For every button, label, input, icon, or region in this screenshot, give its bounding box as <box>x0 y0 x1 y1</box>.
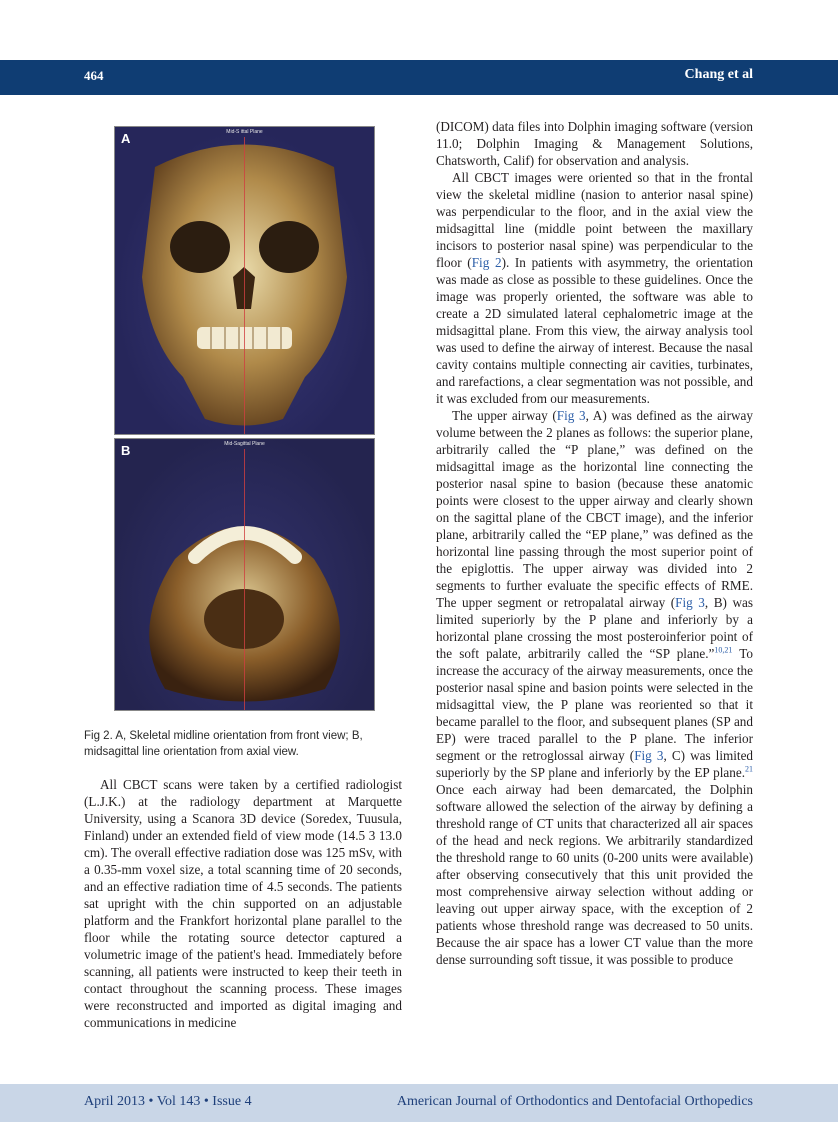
figure-panel-a <box>114 126 375 435</box>
panel-b-letter: B <box>121 443 131 458</box>
skull-frontal-image <box>115 127 374 434</box>
footer-journal: American Journal of Orthodontics and Dentofacial Orthopedics <box>396 1094 753 1109</box>
figure-panel-b <box>114 438 375 711</box>
skull-axial-image <box>115 439 374 710</box>
paragraph: The upper airway (Fig 3, A) was defined as the airway volume between the 2 planes as follows: the superior plane, arbitrarily called the “P plane,” was defined on the midsagittal image as the horizontal line connecting the posterior nasal spine to basion (because these anatomic points were closest to the upper airway and clearly shown on the sagittal plane of the CBCT image), and the inferior plane, arbitrarily called the “EP plane,” was defined as the horizontal line passing through the most superior point of the epiglottis. The upper airway was divided into 2 segments to further evaluate the specific effects of RME. The upper segment or retropalatal airway (Fig 3, B) was limited superiorly by the P plane and inferiorly by a horizontal plane crossing the most posteroinferior point of the soft palate, arbitrarily called the “SP plane.”$^{10,21}$ To increase the accuracy of the airway measurements, once the posterior nasal spine and basion points were selected in the midsagittal view, the P plane was reoriented so that it became parallel to the floor, and subsequent planes (SP and EP) were traced parallel to the P plane. The inferior segment or the retroglossal airway (Fig 3, C) was limited superiorly by the SP plane and inferiorly by the EP plane.$^{21}$ Once each airway had been demarcated, the Dolphin software allowed the selection of the airway by defining a threshold range of CT units that characterized all air spaces of the head and neck regions. We arbitrarily standardized the threshold range to 60 units (0-200 units were available) after observing consecutively that this unit provided the most comprehensive airway selection without adding or leaving out upper airway space, with the exception of 2 patients whose threshold range was decreased to 50 units. Because the air space has a lower CT value than the more dense surrounding soft tissue, it was possible to produce <box>436 408 754 967</box>
footer-issue: April 2013 • Vol 143 • Issue 4 <box>84 1094 252 1109</box>
figure-caption: Fig 2. A, Skeletal midline orientation from front view; B, midsagittal line orientation from axial view. <box>84 730 363 758</box>
footer-bar <box>0 1084 838 1122</box>
figure-reference-link[interactable]: Fig 3 <box>675 595 705 610</box>
running-head: Chang et al <box>684 67 753 82</box>
figure-reference-link[interactable]: Fig 3 <box>556 408 586 423</box>
panel-b-plane-label: Mid-Sagittal Plane <box>224 441 265 447</box>
page-number: 464 <box>84 68 104 83</box>
figure-reference-link[interactable]: Fig 2 <box>471 255 502 270</box>
paragraph: All CBCT scans were taken by a certified radiologist (L.J.K.) at the radiology department at Marquette University, using a Scanora 3D device (Soredex, Tuusula, Finland) under an extended field of view mode (14.5 3 13.0 cm). The overall effective radiation dose was 125 mSv, with a 0.35-mm voxel size, a total scanning time of 20 seconds, and an effective radiation time of 4.5 seconds. The patients sat upright with the chin supported on an adjustable platform and the Frankfort horizontal plane parallel to the floor while the rotating source detector captured a volumetric image of the patient's head. Immediately before scanning, all patients were instructed to keep their teeth in contact throughout the scanning process. These images were reconstructed and imported as digital imaging and communications in medicine <box>84 777 402 1030</box>
paragraph: (DICOM) data files into Dolphin imaging software (version 11.0; Dolphin Imaging & Management Solutions, Chatsworth, Calif) for observation and analysis. <box>436 119 753 168</box>
left-column <box>84 776 402 1031</box>
header-bar <box>0 60 838 95</box>
panel-a-plane-label: Mid-S ittal Plane <box>226 129 263 135</box>
right-column <box>436 118 753 968</box>
citation-link[interactable]: 21 <box>745 764 753 774</box>
paragraph: All CBCT images were oriented so that in the frontal view the skeletal midline (nasion to anterior nasal spine) was perpendicular to the floor, and in the axial view the midsagittal line (middle point between the maxillary incisors to posterior nasal spine) was perpendicular to the floor (Fig 2). In patients with asymmetry, the orientation was made as close as possible to these guidelines. Once the image was properly oriented, the software was able to create a 2D simulated lateral cephalometric image at the midsagittal plane. From this view, the airway analysis tool was used to define the airway of interest. Because the nasal cavity contains multiple connecting air cavities, turbinates, and rarefactions, a clear segmentation was not possible, and it was excluded from our measurements. <box>436 170 753 406</box>
panel-a-letter: A <box>121 131 131 146</box>
figure-reference-link[interactable]: Fig 3 <box>634 748 664 763</box>
citation-link[interactable]: 10,21 <box>714 645 733 655</box>
